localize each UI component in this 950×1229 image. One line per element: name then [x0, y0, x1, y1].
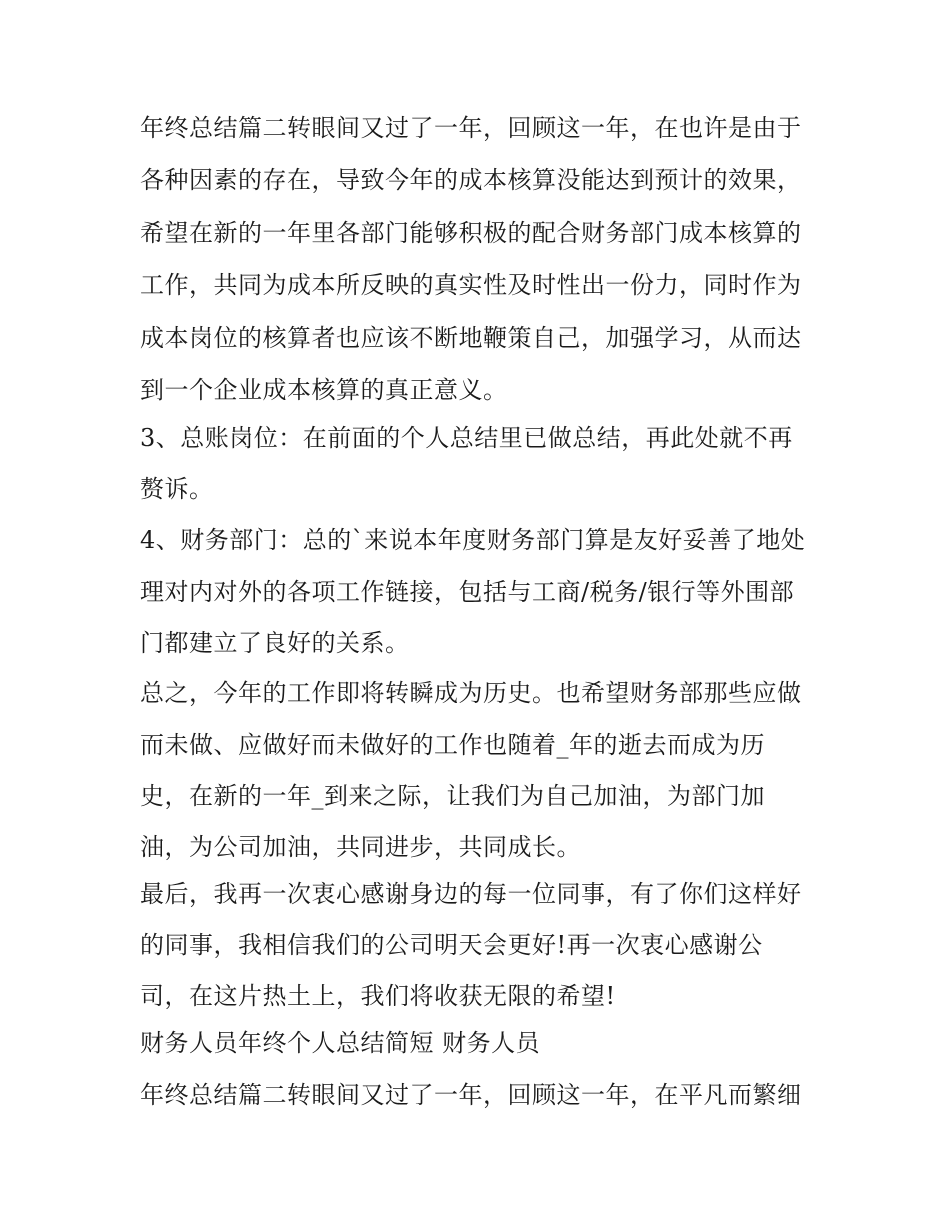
text-line: 3、总账岗位：在前面的个人总结里已做总结，再此处就不再 [140, 424, 793, 452]
text-line: 最后，我再一次衷心感谢身边的每一位同事，有了你们这样好 [140, 880, 802, 908]
text-line: 年终总结篇二转眼间又过了一年，回顾这一年，在平凡而繁细 [140, 1081, 802, 1109]
text-line: 司，在这片热土上，我们将收获无限的希望! [140, 982, 616, 1010]
text-line: 希望在新的一年里各部门能够积极的配合财务部门成本核算的 [140, 219, 802, 247]
text-line: 理对内对外的各项工作链接，包括与工商/税务/银行等外围部 [140, 578, 795, 606]
text-line: 油，为公司加油，共同进步，共同成长。 [140, 833, 581, 861]
section-heading: 财务人员年终个人总结简短 财务人员 [140, 1029, 541, 1057]
text-line: 各种因素的存在，导致今年的成本核算没能达到预计的效果， [140, 166, 802, 194]
text-line: 总之，今年的工作即将转瞬成为历史。也希望财务部那些应做 [140, 679, 802, 707]
text-line: 而未做、应做好而未做好的工作也随着_年的逝去而成为历 [140, 731, 765, 759]
text-line: 4、财务部门：总的`来说本年度财务部门算是友好妥善了地处 [140, 526, 806, 554]
text-line: 史，在新的一年_到来之际，让我们为自己加油，为部门加 [140, 782, 765, 810]
text-line: 门都建立了良好的关系。 [140, 629, 410, 657]
text-line: 的同事，我相信我们的公司明天会更好!再一次衷心感谢公 [140, 931, 763, 959]
text-line: 工作，共同为成本所反映的真实性及时性出一份力，同时作为 [140, 271, 802, 299]
text-line: 成本岗位的核算者也应该不断地鞭策自己，加强学习，从而达 [140, 324, 802, 352]
text-line: 赘诉。 [140, 475, 214, 503]
text-line: 年终总结篇二转眼间又过了一年，回顾这一年，在也许是由于 [140, 114, 802, 142]
text-line: 到一个企业成本核算的真正意义。 [140, 376, 508, 404]
